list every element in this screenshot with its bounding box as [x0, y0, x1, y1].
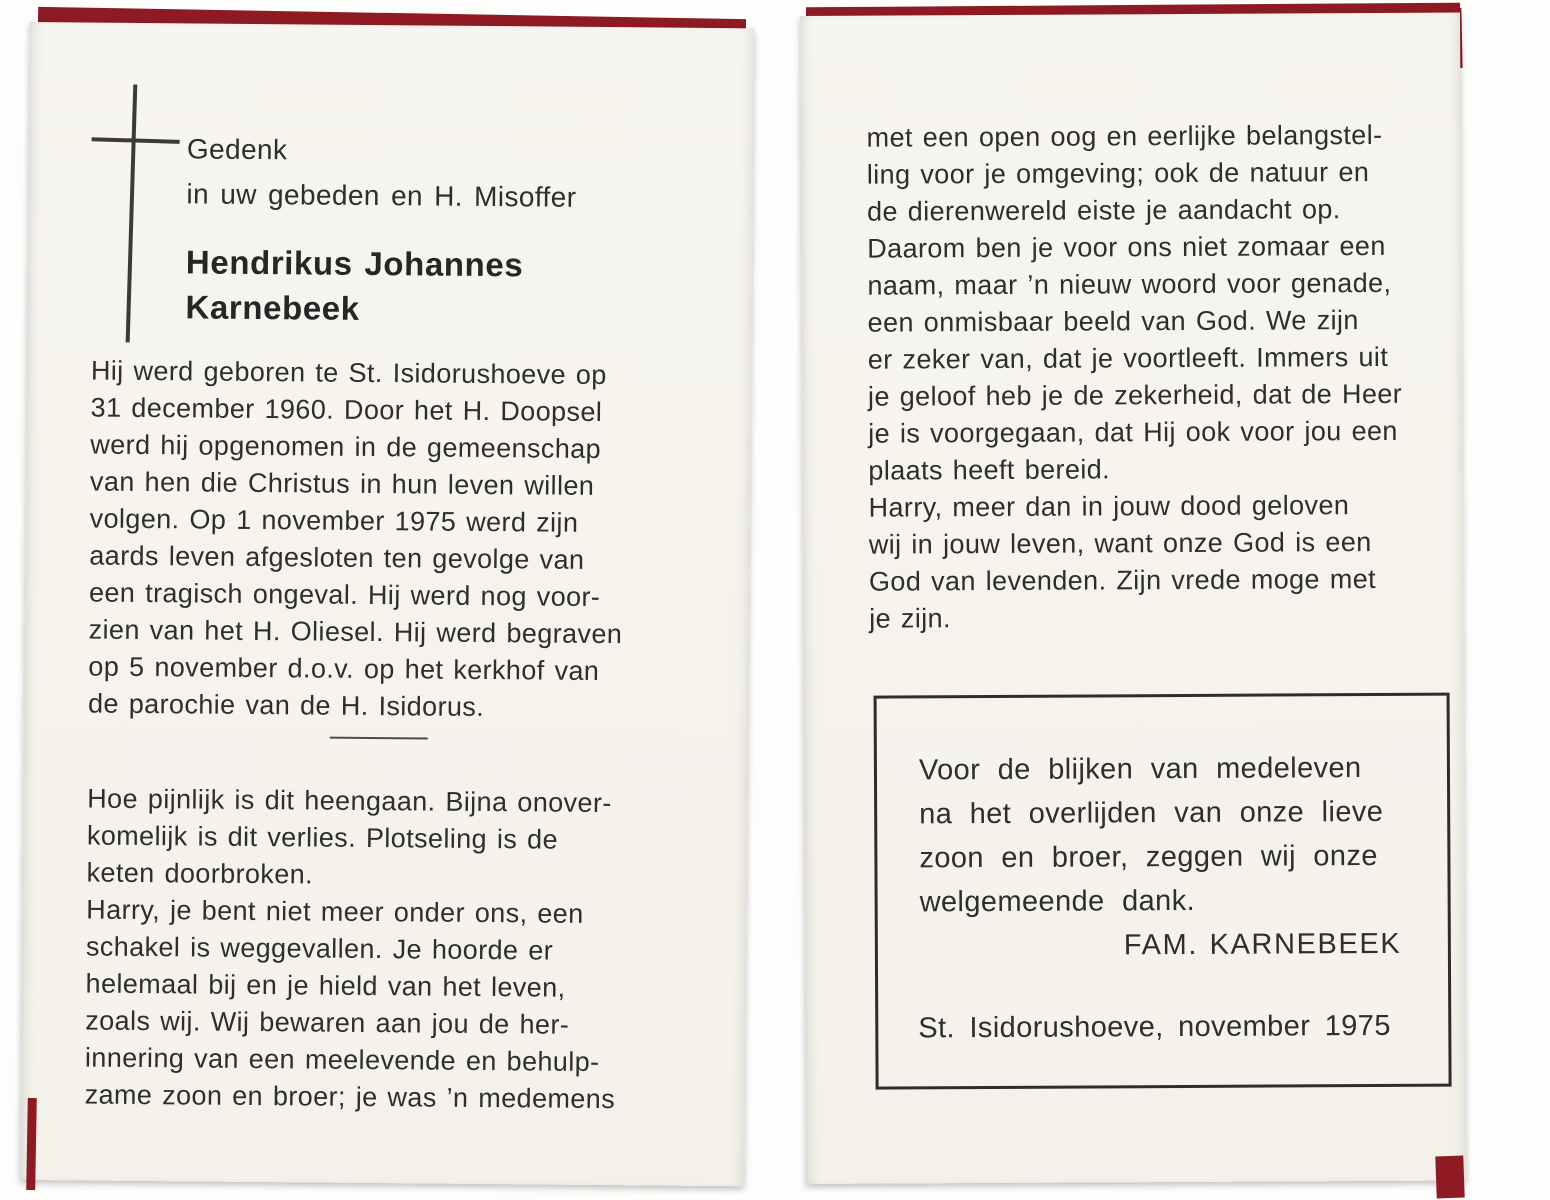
- cross-horizontal-bar: [92, 137, 180, 144]
- intro-text: Gedenk in uw gebeden en H. Misoffer: [186, 133, 577, 213]
- deceased-name: Hendrikus Johannes Karnebeek: [185, 243, 524, 327]
- thanks-box: [874, 693, 1452, 1090]
- memorial-card-right-page: [800, 13, 1466, 1184]
- memorial-card-left-page: [20, 22, 754, 1186]
- cross-vertical-bar: [126, 84, 138, 342]
- biography-text: Hij werd geboren te St. Isidorushoeve op 31 december 1960. Door het H. Doopsel werd hij opgenomen in de gemeenschap van hen die Christus in hun leven willen volgen. Op 1 november 1975 werd zijn aards leven afgesloten ten gevolge van een tragisch ongeval. Hij werd nog voor- zien van het H. Oliesel. Hij werd begraven op 5 november d.o.v. op het kerkhof van de parochie van de H. Isidorus.: [87, 355, 623, 722]
- thanks-message: Voor de blijken van medeleven na het overlijden van onze lieve zoon en broer, zeggen wij onze welgemeende dank.: [918, 752, 1384, 919]
- farewell-text: Harry, meer dan in jouw dood geloven wij in jouw leven, want onze God is een God van levenden. Zijn vrede moge met je zijn.: [868, 490, 1377, 634]
- card-edge-bottom-right: [1435, 1156, 1464, 1199]
- family-signature: FAM. KARNEBEEK: [1123, 927, 1402, 962]
- place-and-date: St. Isidorushoeve, november 1975: [918, 1009, 1391, 1045]
- card-edge-bottom-left: [26, 1098, 37, 1190]
- section-divider: [330, 737, 428, 740]
- continuation-text: met een open oog en eerlijke belangstel- ling voor je omgeving; ook de natuur en de dierenwereld eiste je aandacht op. Daarom ben je voor ons niet zomaar een naam, maar ’n nieuw woord voor genade, een onmisbaar beeld van God. We zijn er zeker van, dat je voortleeft. Immers uit je geloof heb je de zekerheid, dat de Heer je is voorgegaan, dat Hij ook voor jou een plaats heeft bereid.: [866, 119, 1403, 486]
- memorial-text: Hoe pijnlijk is dit heengaan. Bijna onover- komelijk is dit verlies. Plotseling is de keten doorbroken. Harry, je bent niet meer onder ons, een schakel is weggevallen. Je hoorde er helemaal bij en je hield van het leven, zoals wij. Wij bewaren aan jou de her- innering van een meelevende en behulp- zame zoon en broer; je was ’n medemens: [84, 783, 616, 1115]
